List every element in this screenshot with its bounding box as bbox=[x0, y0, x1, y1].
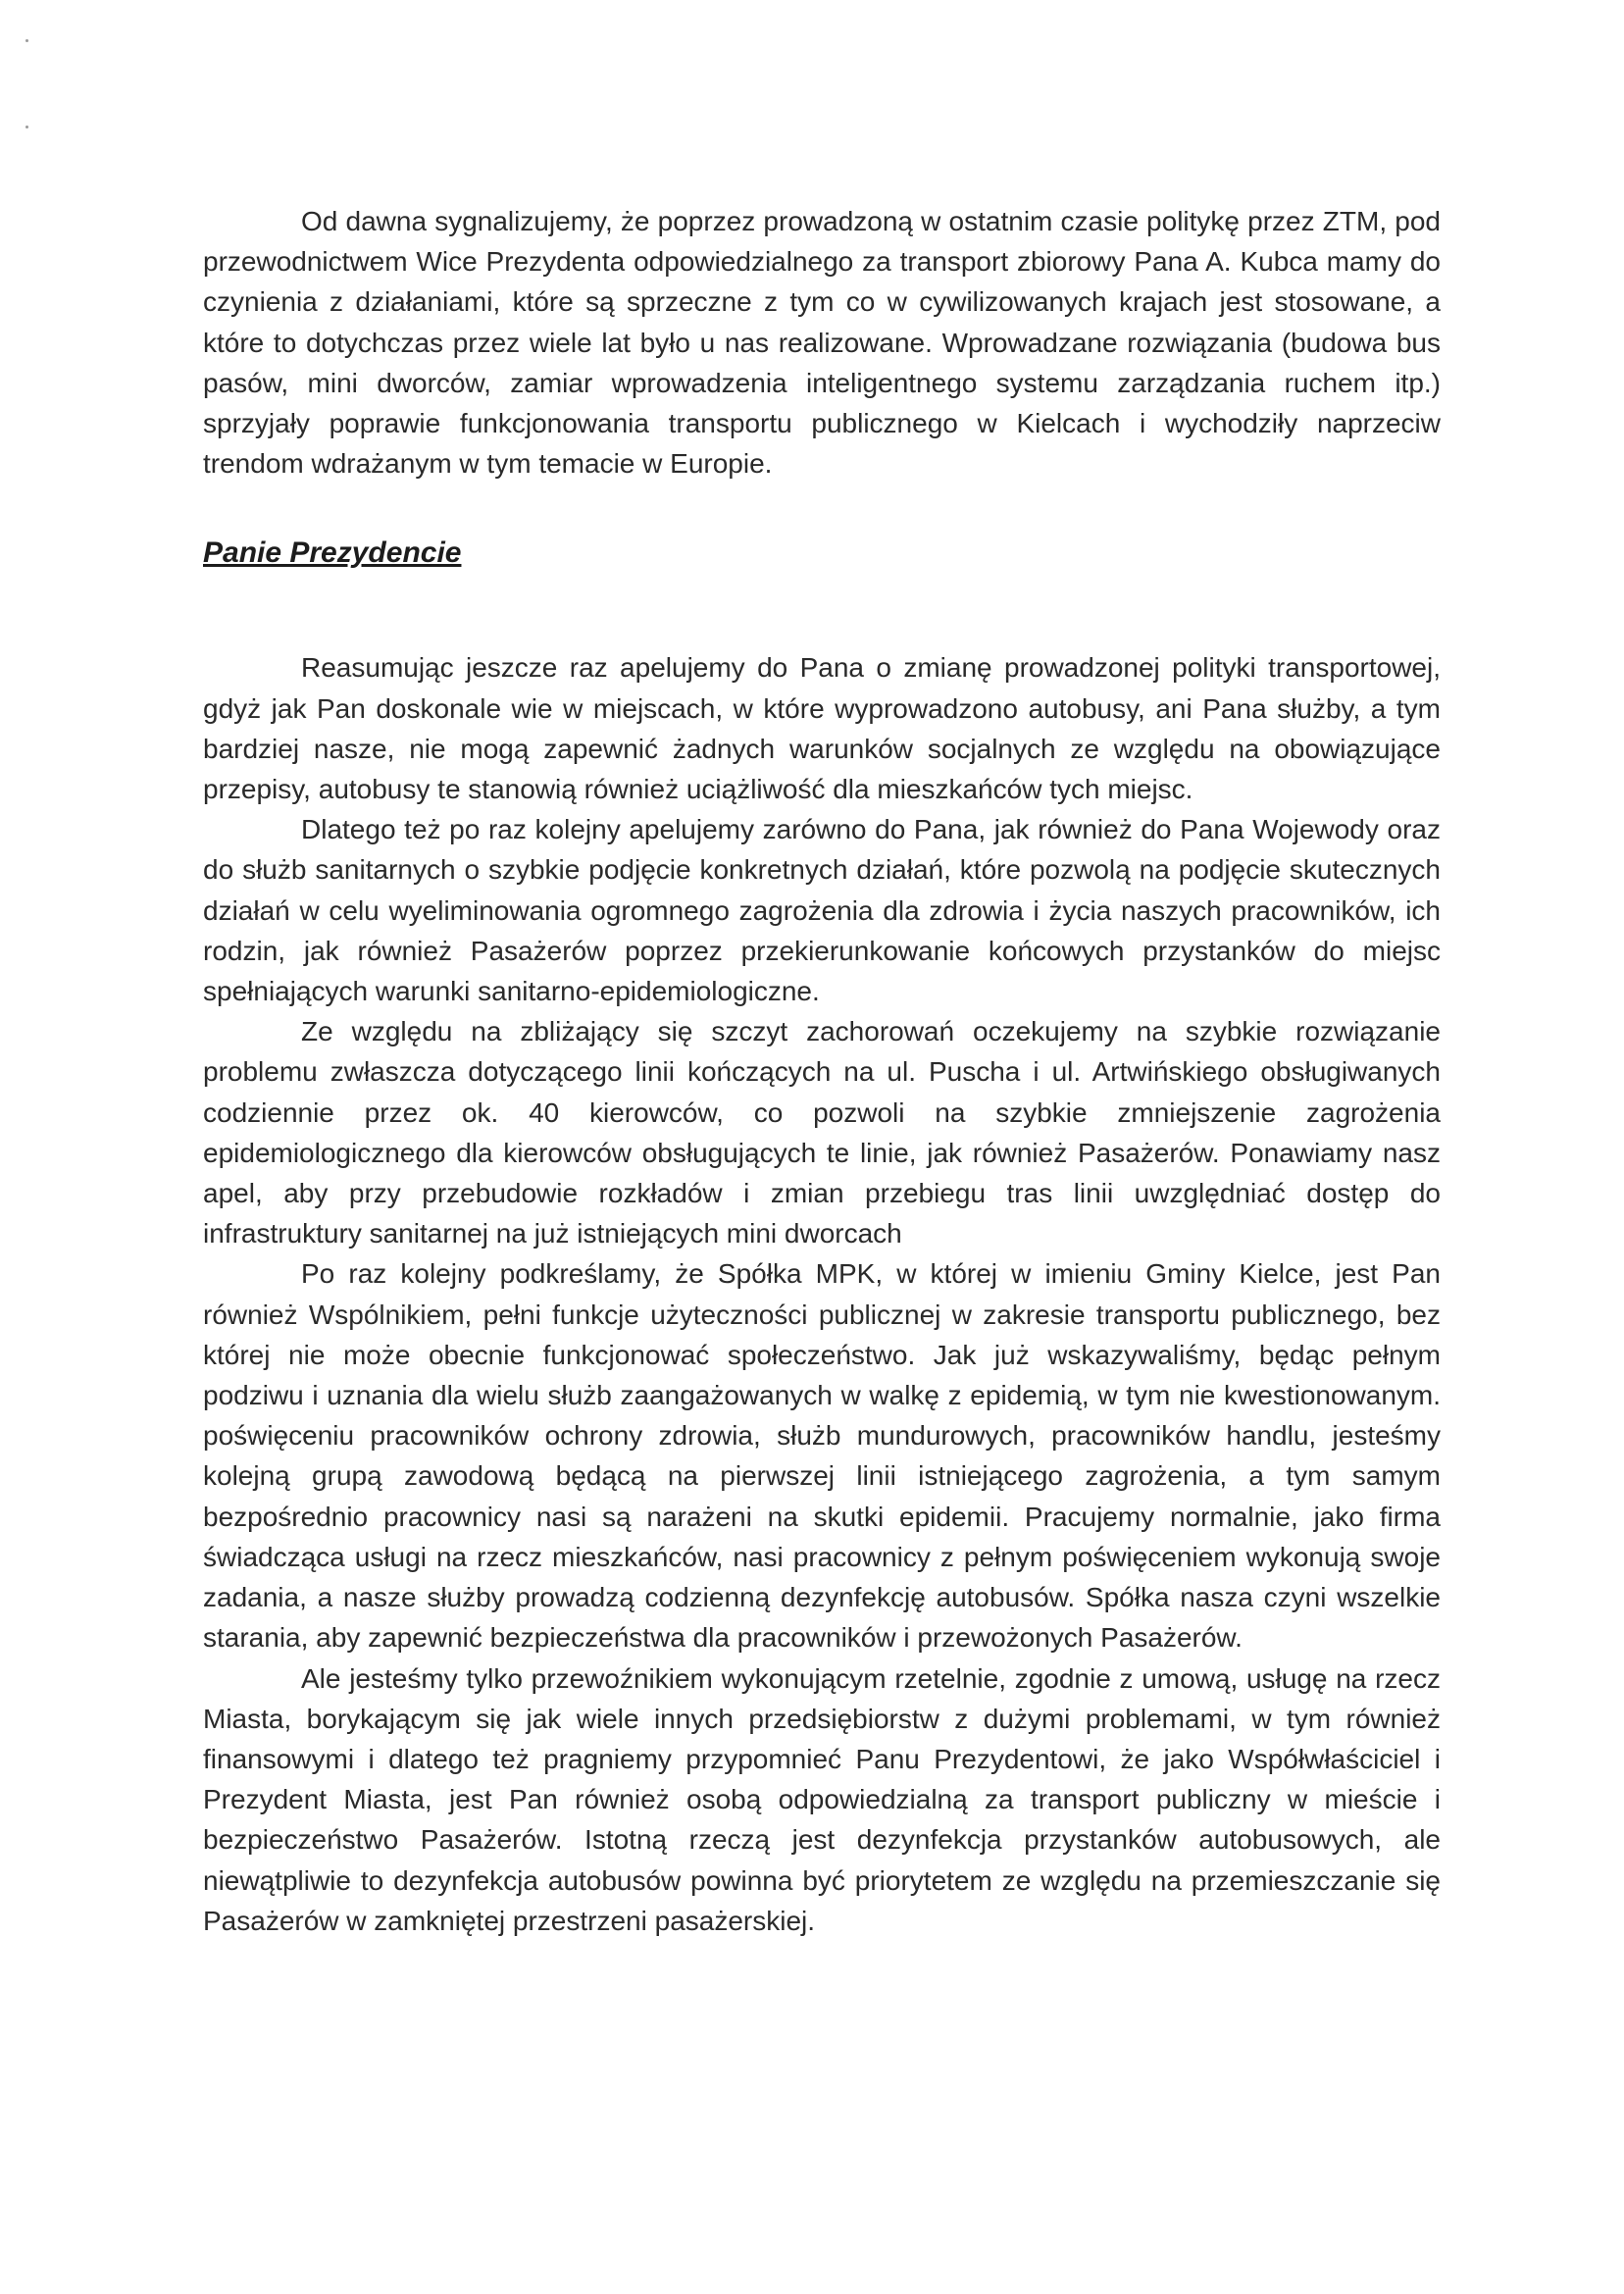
letter-body bbox=[203, 201, 1441, 1941]
paragraph-intro: Od dawna sygnalizujemy, że poprzez prowadzoną w ostatnim czasie politykę przez ZTM, pod przewodnictwem Wice Prezydenta odpowiedzialnego za transport zbiorowy Pana A. Kubca mamy do czynienia z działaniami, które są sprzeczne z tym co w cywilizowanych krajach jest stosowane, a które to dotychczas przez wiele lat było u nas realizowane. Wprowadzane rozwiązania (budowa bus pasów, mini dworców, zamiar wprowadzenia inteligentnego systemu zarządzania ruchem itp.) sprzyjały poprawie funkcjonowania transportu publicznego w Kielcach i wychodziły naprzeciw trendom wdrażanym w tym temacie w Europie. bbox=[203, 206, 1441, 480]
scan-mark bbox=[25, 39, 28, 42]
salutation-heading: Panie Prezydencie bbox=[203, 536, 462, 570]
paragraph-responsibility: Ale jesteśmy tylko przewoźnikiem wykonującym rzetelnie, zgodnie z umową, usługę na rzecz Miasta, borykającym się jak wiele innych przedsiębiorstw z dużymi problemami, w tym również finansowymi i dlatego też pragniemy przypomnieć Panu Prezydentowi, że jako Współwłaściciel i Prezydent Miasta, jest Pan również osobą odpowiedzialną za transport publiczny w mieście i bezpieczeństwo Pasażerów. Istotną rzeczą jest dezynfekcja przystanków autobusowych, ale niewątpliwie to dezynfekcja autobusów powinna być priorytetem ze względu na przemieszczanie się Pasażerów w zamkniętej przestrzeni pasażerskiej. bbox=[203, 1662, 1441, 1936]
paragraph-urgency: Ze względu na zbliżający się szczyt zachorowań oczekujemy na szybkie rozwiązanie problemu zwłaszcza dotyczącego linii kończących na ul. Puscha i ul. Artwińskiego obsługiwanych codziennie przez ok. 40 kierowców, co pozwoli na szybkie zmniejszenie zagrożenia epidemiologicznego dla kierowców obsługujących te linie, jak również Pasażerów. Ponawiamy nasz apel, aby przy przebudowie rozkładów i zmian przebiegu tras linii uwzględniać dostęp do infrastruktury sanitarnej na już istniejących mini dworcach bbox=[203, 1016, 1441, 1249]
scan-mark bbox=[25, 126, 28, 128]
paragraph-company-role: Po raz kolejny podkreślamy, że Spółka MPK, w której w imieniu Gminy Kielce, jest Pan również Wspólnikiem, pełni funkcje użyteczności publicznej w zakresie transportu publicznego, bez której nie może obecnie funkcjonować społeczeństwo. Jak już wskazywaliśmy, będąc pełnym podziwu i uznania dla wielu służb zaangażowanych w walkę z epidemią, w tym nie kwestionowanym. poświęceniu pracowników ochrony zdrowia, służb mundurowych, pracowników handlu, jesteśmy kolejną grupą zawodową będącą na pierwszej linii istniejącego zagrożenia, a tym samym bezpośrednio pracownicy nasi są narażeni na skutki epidemii. Pracujemy normalnie, jako firma świadcząca usługi na rzecz mieszkańców, nasi pracownicy z pełnym poświęceniem wykonują swoje zadania, a nasze służby prowadzą codzienną dezynfekcję autobusów. Spółka nasza czyni wszelkie starania, aby zapewnić bezpieczeństwa dla pracowników i przewożonych Pasażerów. bbox=[203, 1258, 1441, 1654]
paragraph-request: Dlatego też po raz kolejny apelujemy zarówno do Pana, jak również do Pana Wojewody oraz do służb sanitarnych o szybkie podjęcie konkretnych działań, które pozwolą na podjęcie skutecznych działań w celu wyeliminowania ogromnego zagrożenia dla zdrowia i życia naszych pracowników, ich rodzin, jak również Pasażerów poprzez przekierunkowanie końcowych przystanków do miejsc spełniających warunki sanitarno-epidemiologiczne. bbox=[203, 814, 1441, 1007]
paragraph-appeal: Reasumując jeszcze raz apelujemy do Pana o zmianę prowadzonej polityki transportowej, gdyż jak Pan doskonale wie w miejscach, w które wyprowadzono autobusy, ani Pana służby, a tym bardziej nasze, nie mogą zapewnić żadnych warunków socjalnych ze względu na obowiązujące przepisy, autobusy te stanowią również uciążliwość dla mieszkańców tych miejsc. bbox=[203, 652, 1441, 805]
